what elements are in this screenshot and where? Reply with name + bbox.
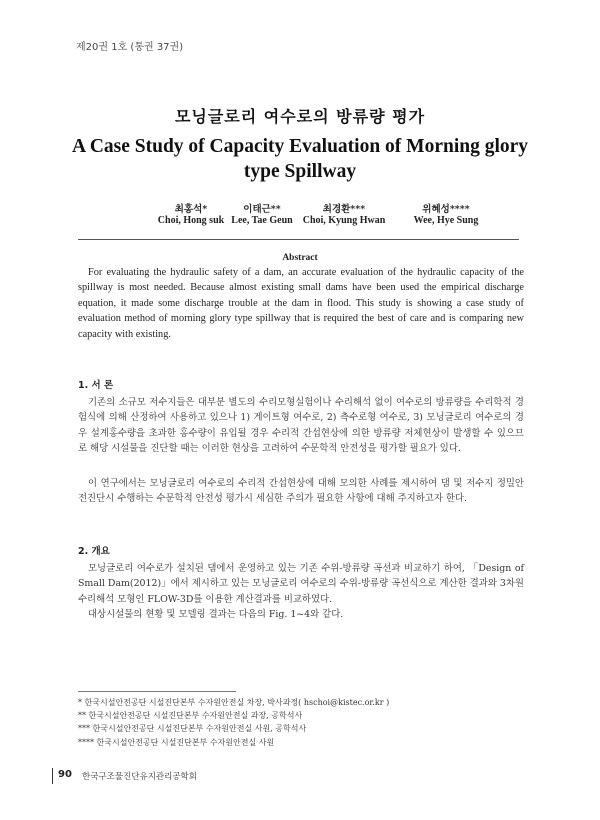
title-korean: 모닝글로리 여수로의 방류량 평가 <box>174 107 426 126</box>
footnote-1: * 한국시설안전공단 시설진단본부 수자원안전실 차장, 박사과정( hschoi@kistec.or.kr ) <box>78 698 390 707</box>
journal-name: 한국구조물진단유지관리공학회 <box>82 772 197 782</box>
author-name-korean: 최경환*** <box>322 204 366 215</box>
page-number: 90 <box>58 769 72 780</box>
intro-paragraph-1: 기존의 소규모 저수지들은 대부분 별도의 수리모형실험이나 수리해석 없이 여수로의 방류량을 수리학적 경험식에 의해 산정하여 사용하고 있으나 1) 게이트형 여수로, 2) 측수로형 여수로, 3) 모닝글로리 여수로의 경우 설계홍수량을 초과한 홍수량이 유입될 경우 수리적 간섭현상에 의한 방류량 저체현상이 발생할 수 있으므로 해당 시설물을 진단할 때는 이러한 현상을 고려하여 수문학적 안전성을 평가할 필요가 있다. <box>78 397 524 455</box>
footnote-rule <box>78 691 236 692</box>
author-name-english: Choi, Kyung Hwan <box>302 215 386 226</box>
author-name-korean: 최홍석* <box>174 204 208 215</box>
footnote-4: **** 한국시설안전공단 시설진단본부 수자원안전실 사원 <box>78 737 275 747</box>
author-name-english: Wee, Hye Sung <box>413 215 479 226</box>
footer-bar <box>52 768 53 784</box>
section-heading-introduction: 1. 서 론 <box>78 380 114 391</box>
author-name-english: Lee, Tae Geun <box>231 215 293 226</box>
intro-paragraph-2: 이 연구에서는 모닝글로리 여수로의 수리적 간섭현상에 대해 모의한 사례를 제시하여 댐 및 저수지 정밀안전진단시 수행하는 수문학적 안전성 평가시 세심한 주의가 필요한 사항에 대해 주지하고자 한다. <box>78 478 524 505</box>
footnote-2: ** 한국시설안전공단 시설진단본부 수자원안전실 과장, 공학석사 <box>78 711 303 721</box>
author-4 <box>386 201 506 226</box>
footnote-3: *** 한국시설안전공단 시설진단본부 수자원안전실 사원, 공학석사 <box>78 724 307 734</box>
footnotes <box>78 696 389 749</box>
journal-volume-header: 제20권 1호 (통권 37권) <box>76 42 184 53</box>
author-name-korean: 위혜성**** <box>422 204 470 215</box>
overview-paragraph-1: 모닝글로리 여수로가 설치된 댐에서 운영하고 있는 기존 수위-방류량 곡선과 비교하기 하여, 「Design of Small Dam(2012)」에서 제시하고 있는 모닝글로리 여수로의 수위-방류량 곡선식으로 계산한 결과와 3차원 수리해석 모형인 FLOW-3D를 이용한 계산결과를 비교하였다. <box>78 563 524 605</box>
author-name-english: Choi, Hong suk <box>157 215 225 226</box>
overview-paragraph-2: 대상시설물의 현황 및 모델링 결과는 다음의 Fig. 1~4와 같다. <box>88 609 344 620</box>
abstract-heading: Abstract <box>282 253 318 263</box>
title-english: A Case Study of Capacity Evaluation of Morning glory type Spillway <box>71 136 529 182</box>
abstract-text: For evaluating the hydraulic safety of a dam, an accurate evaluation of the hydraulic capacity of the spillway is most needed. Because almost existing small dams have been used the empirical discharge equation, it made some discharge trouble at the dam in flood. This study is showing a case study of evaluation method of morning glory type spillway that is required the best of care and is comparing new capacity with existing. <box>78 267 524 340</box>
separator-rule <box>78 239 519 240</box>
section-heading-overview: 2. 개요 <box>78 546 110 557</box>
author-name-korean: 이태근** <box>243 204 281 215</box>
